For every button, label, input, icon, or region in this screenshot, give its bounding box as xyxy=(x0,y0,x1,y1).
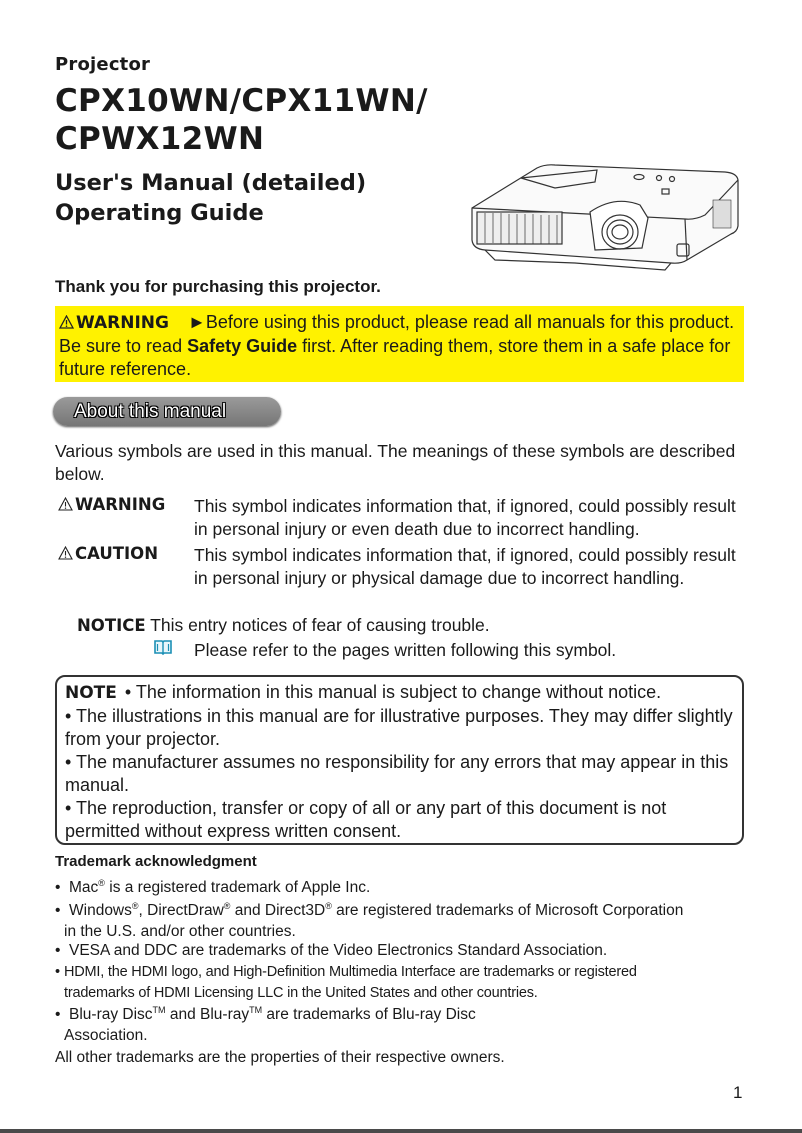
symbol-warning-description: This symbol indicates information that, if ignored, could possibly result in personal injury or even death due to incorrect handling. xyxy=(194,496,736,539)
notice-text: This entry notices of fear of causing trouble. xyxy=(145,615,490,635)
model-title xyxy=(55,82,428,158)
note-item: • The manufacturer assumes no responsibility for any errors that may appear in this manual. xyxy=(65,752,729,795)
warning-banner xyxy=(55,306,744,382)
section-heading-about: About this manual xyxy=(53,397,281,426)
warning-triangle-icon xyxy=(58,497,73,511)
note-item: • The illustrations in this manual are for illustrative purposes. They may differ slightly from your projector. xyxy=(65,706,733,749)
note-label: NOTE xyxy=(65,683,117,703)
thank-you-text: Thank you for purchasing this projector. xyxy=(55,277,381,296)
book-symbol-description: Please refer to the pages written following this symbol. xyxy=(194,640,617,660)
trademark-item-windows: • Windows®, DirectDraw® and Direct3D® are registered trademarks of Microsoft Corporation in the U.S. and/or other countries. xyxy=(55,901,684,940)
notice-label: NOTICE xyxy=(77,616,146,635)
symbol-caution-label: CAUTION xyxy=(58,544,158,563)
intro-paragraph: Various symbols are used in this manual. The meanings of these symbols are described below. xyxy=(55,441,736,484)
model-title-line2: CPWX12WN xyxy=(55,121,265,157)
notice-row xyxy=(77,614,490,637)
book-icon xyxy=(153,638,173,656)
symbol-caution-description: This symbol indicates information that, if ignored, could possibly result in personal injury or physical damage due to incorrect handling. xyxy=(194,545,736,588)
page-number: 1 xyxy=(733,1083,743,1102)
projector-illustration xyxy=(455,120,755,290)
warning-label: WARNING xyxy=(76,313,169,333)
trademark-item-vesa: • VESA and DDC are trademarks of the Video Electronics Standard Association. xyxy=(55,942,608,959)
note-box xyxy=(55,675,744,845)
trademark-item-hdmi: • HDMI, the HDMI logo, and High-Definition Multimedia Interface are trademarks or registered trademarks of HDMI Licensing LLC in the United States and other countries. xyxy=(55,964,637,1001)
manual-title-line1: User's Manual (detailed) xyxy=(55,170,367,196)
arrow-icon: ► xyxy=(187,312,206,332)
trademark-heading: Trademark acknowledgment xyxy=(55,853,257,870)
manual-title-line2: Operating Guide xyxy=(55,200,264,226)
warning-text-before: Before using this product, please read all manuals for this product. Be sure to read xyxy=(59,312,735,356)
trademark-footer: All other trademarks are the properties of their respective owners. xyxy=(55,1049,505,1066)
bottom-divider xyxy=(0,1129,802,1133)
model-title-line1: CPX10WN/CPX11WN/ xyxy=(55,83,428,119)
safety-guide-reference: Safety Guide xyxy=(187,336,298,356)
warning-text-after: first. After reading them, store them in a safe place for future reference. xyxy=(59,336,731,379)
note-item: NOTE • The information in this manual is subject to change without notice. xyxy=(65,682,662,703)
manual-title xyxy=(55,168,366,228)
product-category: Projector xyxy=(55,54,151,75)
warning-triangle-icon xyxy=(59,315,74,329)
trademark-item-bluray: • Blu-ray Disc™ and Blu-ray™ are trademarks of Blu-ray Disc Association. xyxy=(55,1005,476,1044)
symbol-warning-label: WARNING xyxy=(58,495,165,514)
caution-triangle-icon xyxy=(58,546,73,560)
trademark-item-mac: • Mac® is a registered trademark of Apple Inc. xyxy=(55,878,371,896)
note-item: • The reproduction, transfer or copy of all or any part of this document is not permitted without express written consent. xyxy=(65,798,667,841)
